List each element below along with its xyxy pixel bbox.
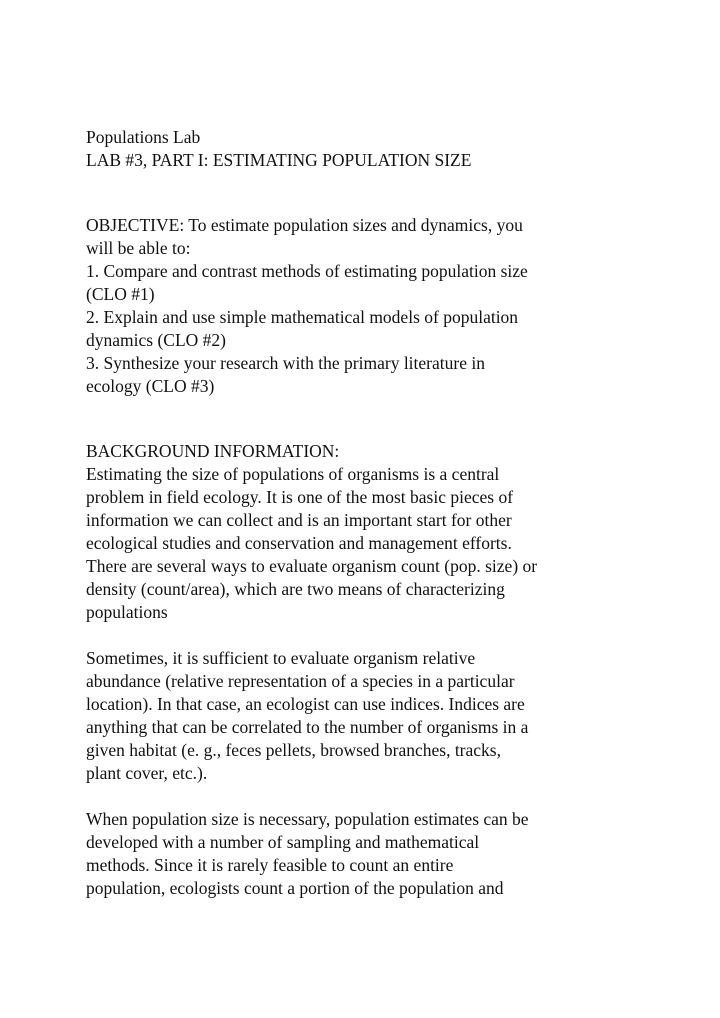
background-section (86, 440, 686, 624)
paragraph-line: population, ecologists count a portion of the population and (86, 878, 504, 898)
paragraph-line: When population size is necessary, population estimates can be (86, 809, 529, 829)
spacer (86, 172, 686, 214)
objective-line: dynamics (CLO #2) (86, 330, 226, 350)
background-line: information we can collect and is an important start for other (86, 510, 512, 530)
document-title: Populations Lab (86, 127, 201, 147)
objective-line: will be able to: (86, 238, 191, 258)
paragraph-line: methods. Since it is rarely feasible to count an entire (86, 855, 454, 875)
paragraph-line: abundance (relative representation of a species in a particular (86, 671, 515, 691)
relative-abundance-paragraph (86, 647, 686, 785)
spacer (86, 398, 686, 440)
paragraph-line: Sometimes, it is sufficient to evaluate organism relative (86, 648, 476, 668)
paragraph-line: anything that can be correlated to the number of organisms in a (86, 717, 529, 737)
objective-line: 3. Synthesize your research with the primary literature in (86, 353, 485, 373)
paragraph-line: plant cover, etc.). (86, 763, 208, 783)
document-body (86, 126, 686, 900)
background-line: populations (86, 602, 168, 622)
spacer (86, 785, 686, 808)
objective-section (86, 214, 686, 398)
spacer (86, 624, 686, 647)
objective-line: (CLO #1) (86, 284, 155, 304)
background-heading: BACKGROUND INFORMATION: (86, 441, 340, 461)
paragraph-line: location). In that case, an ecologist can use indices. Indices are (86, 694, 525, 714)
background-line: ecological studies and conservation and management efforts. (86, 533, 512, 553)
objective-line: 2. Explain and use simple mathematical models of population (86, 307, 519, 327)
background-line: There are several ways to evaluate organism count (pop. size) or (86, 556, 538, 576)
background-line: problem in field ecology. It is one of the most basic pieces of (86, 487, 514, 507)
document-subtitle: LAB #3, PART I: ESTIMATING POPULATION SIZE (86, 150, 472, 170)
paragraph-line: given habitat (e. g., feces pellets, browsed branches, tracks, (86, 740, 501, 760)
objective-line: OBJECTIVE: To estimate population sizes and dynamics, you (86, 215, 523, 235)
objective-line: 1. Compare and contrast methods of estimating population size (86, 261, 528, 281)
title-block (86, 126, 686, 172)
background-line: Estimating the size of populations of organisms is a central (86, 464, 500, 484)
population-estimates-paragraph (86, 808, 686, 900)
paragraph-line: developed with a number of sampling and mathematical (86, 832, 480, 852)
objective-line: ecology (CLO #3) (86, 376, 215, 396)
background-line: density (count/area), which are two means of characterizing (86, 579, 505, 599)
